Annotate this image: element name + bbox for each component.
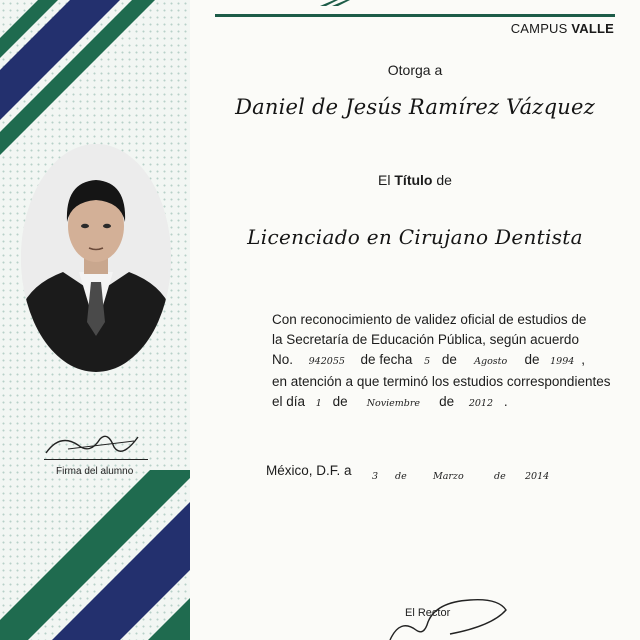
issue-de-2: de xyxy=(494,471,506,482)
student-portrait xyxy=(21,144,171,372)
completion-month: Noviembre xyxy=(366,398,421,409)
grant-text: Otorga a xyxy=(387,62,443,78)
degree-name: Licenciado en Cirujano Dentista xyxy=(247,225,583,249)
agreement-day: 5 xyxy=(424,356,431,367)
issue-year: 2014 xyxy=(525,471,550,482)
agreement-number: 942055 xyxy=(308,356,345,367)
issue-day: 3 xyxy=(372,471,379,482)
issue-place: México, D.F. a xyxy=(266,463,352,478)
student-signature-caption: Firma del alumno xyxy=(56,466,134,477)
agreement-year: 1994 xyxy=(550,356,575,367)
header-rule xyxy=(215,14,615,17)
logo-fragment xyxy=(320,0,350,6)
title-word: Título xyxy=(394,172,433,188)
issue-de-1: de xyxy=(395,471,407,482)
agreement-month: Agosto xyxy=(474,356,508,367)
left-decorative-strip xyxy=(0,0,190,640)
completion-year: 2012 xyxy=(468,398,494,409)
rector-caption: El Rector xyxy=(405,607,451,619)
completion-day: 1 xyxy=(315,398,322,409)
validity-paragraph: Con reconocimiento de validez oficial de estudios de la Secretaría de Educación Pública, según acuerdo No. 942055 de fecha 5 de Agosto de 1994 , en atención a que terminó los estudios correspondientes el día 1 de Noviembre de 2012 . xyxy=(272,310,602,414)
top-diagonal-stripes xyxy=(0,0,190,160)
campus-name: VALLE xyxy=(571,21,614,36)
title-line: El Título de xyxy=(378,172,452,188)
issue-month: Marzo xyxy=(433,471,464,482)
bottom-diagonal-stripes xyxy=(0,470,190,640)
campus-label: CAMPUS VALLE xyxy=(510,21,614,36)
student-signature-line xyxy=(44,459,148,460)
recipient-name: Daniel de Jesús Ramírez Vázquez xyxy=(235,95,595,119)
